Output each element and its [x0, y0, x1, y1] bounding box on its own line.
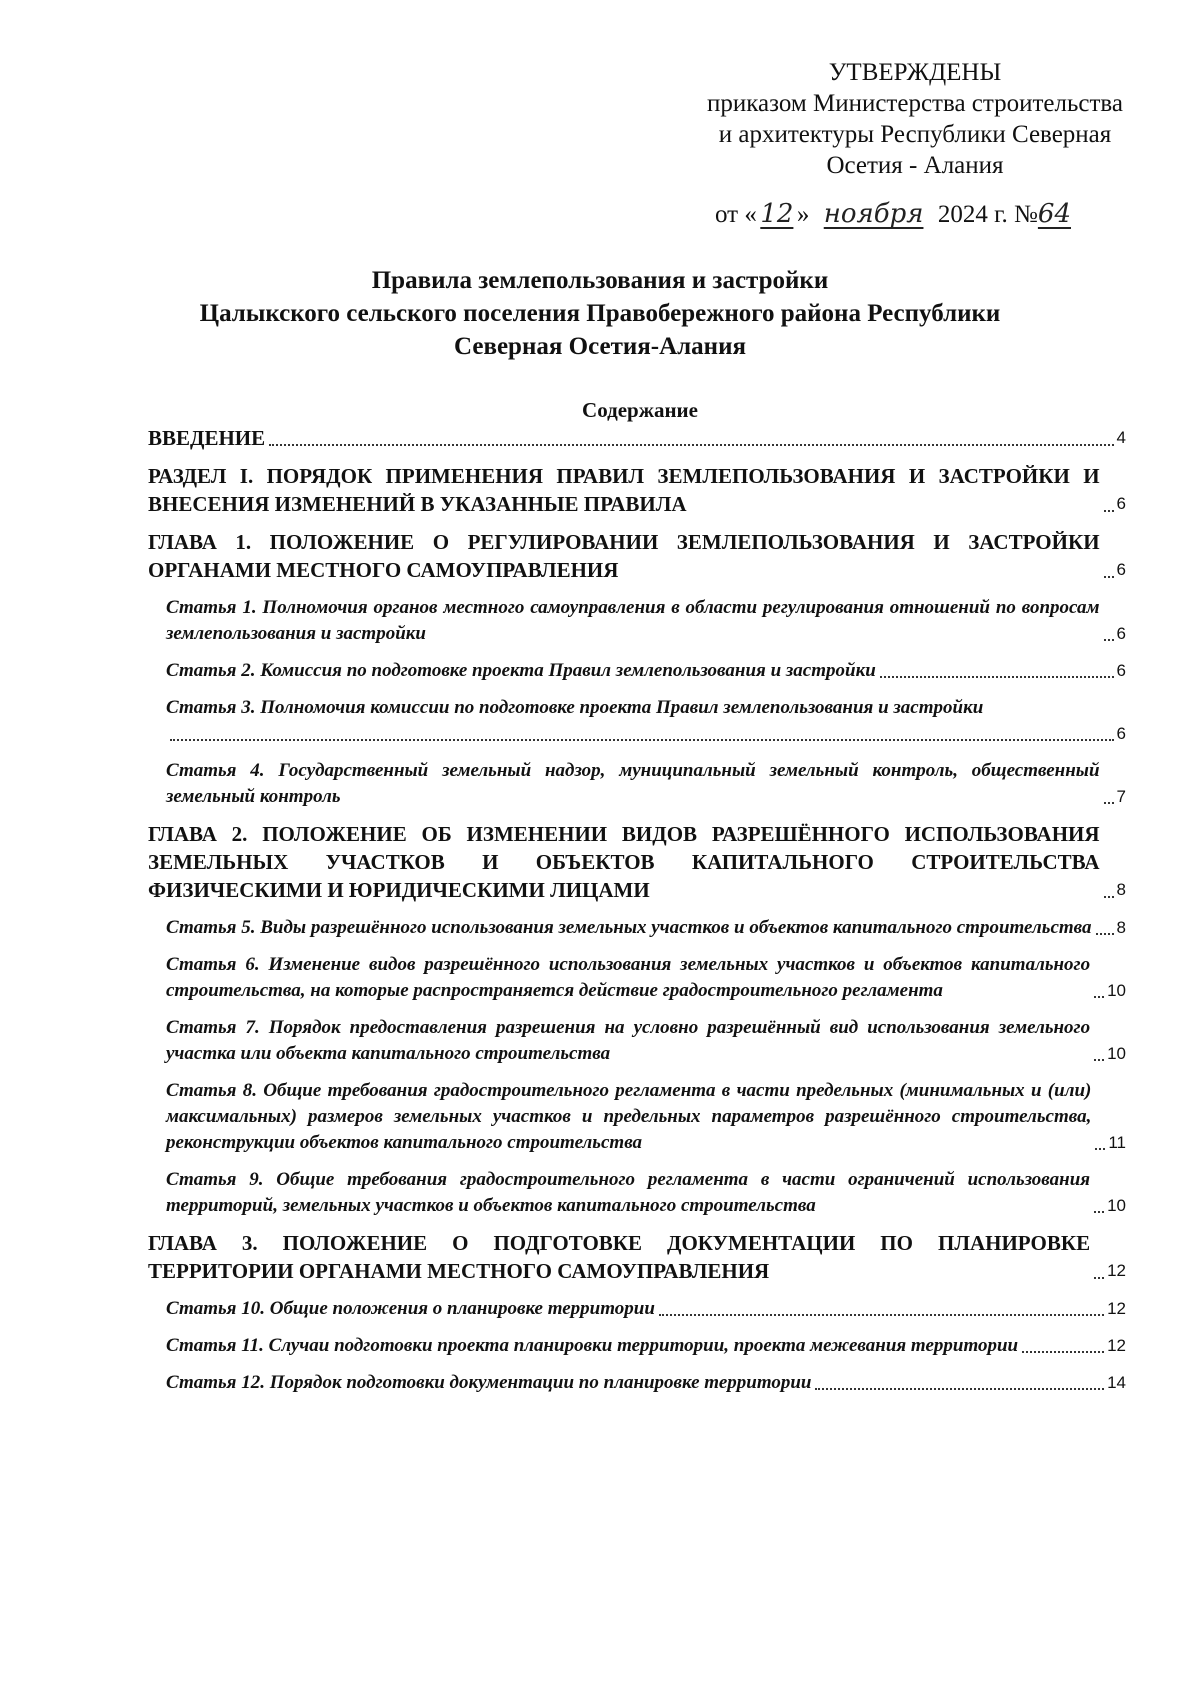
toc-entry-chapter[interactable]	[148, 820, 1126, 904]
order-year-text: 2024 г. №	[937, 201, 1038, 228]
toc-leader-dots	[880, 676, 1114, 678]
approval-line: и архитектуры Республики Северная	[718, 121, 1112, 148]
toc-leader-dots	[815, 1388, 1104, 1390]
toc-entry-text: ВВЕДЕНИЕ	[148, 426, 266, 450]
toc-page-number: 11	[1108, 1133, 1126, 1152]
toc-entry-article[interactable]	[166, 1015, 1126, 1067]
toc-entry-article[interactable]	[166, 1370, 1126, 1396]
toc-page-number: 8	[1116, 918, 1126, 937]
toc-entry-text: ГЛАВА 2. ПОЛОЖЕНИЕ ОБ ИЗМЕНЕНИИ ВИДОВ РАЗРЕШЁННОГО ИСПОЛЬЗОВАНИЯ ЗЕМЕЛЬНЫХ УЧАСТКОВ И ОБЪЕКТОВ КАПИТАЛЬНОГО СТРОИТЕЛЬСТВА ФИЗИЧЕСКИМИ И ЮРИДИЧЕСКИМИ ЛИЦАМИ	[148, 822, 1100, 902]
toc-page-number: 6	[1116, 724, 1126, 743]
toc-entry-text: Статья 11. Случаи подготовки проекта планировки территории, проекта межевания территории	[166, 1335, 1019, 1356]
order-mid: »	[796, 201, 810, 228]
toc-page-number: 4	[1116, 428, 1126, 447]
toc-page-number: 14	[1107, 1373, 1126, 1392]
toc-entry-text: Статья 4. Государственный земельный надзор, муниципальный земельный контроль, общественный земельный контроль	[166, 760, 1100, 807]
toc-leader-dots	[659, 1314, 1104, 1316]
toc-entry-text: Статья 10. Общие положения о планировке территории	[166, 1298, 655, 1319]
toc-leader-dots	[1095, 1148, 1105, 1150]
toc-leader-dots	[1104, 802, 1114, 804]
toc-leader-dots	[1022, 1351, 1104, 1353]
toc-page-number: 12	[1107, 1261, 1126, 1280]
order-month-handwritten: ноября	[823, 199, 924, 229]
toc-page-number: 8	[1116, 880, 1126, 899]
toc-leader-dots	[1094, 1059, 1104, 1061]
toc-entry-text: Статья 6. Изменение видов разрешённого использования земельных участков и объектов капитального строительства, на которые распространяется действие градостроительного регламента	[166, 954, 1091, 1001]
toc-entry-article[interactable]	[166, 1078, 1126, 1156]
toc-leader-dots	[1104, 639, 1114, 641]
toc-entry-intro[interactable]	[148, 424, 1126, 452]
toc-leader-dots	[1104, 896, 1114, 898]
table-of-contents	[148, 424, 1126, 1396]
toc-heading: Содержание	[582, 398, 698, 422]
toc-leader-dots	[1096, 933, 1114, 935]
approval-heading: УТВЕРЖДЕНЫ	[828, 59, 1002, 86]
toc-entry-article[interactable]	[166, 915, 1126, 941]
toc-entry-article[interactable]	[166, 952, 1126, 1004]
toc-entry-article[interactable]	[166, 658, 1126, 684]
toc-entry-text: Статья 5. Виды разрешённого использования земельных участков и объектов капитального строительства	[166, 917, 1092, 938]
toc-page-number: 10	[1107, 1044, 1126, 1063]
toc-leader-dots	[1104, 576, 1114, 578]
order-day-handwritten: 12	[760, 199, 794, 229]
toc-entry-text: ГЛАВА 3. ПОЛОЖЕНИЕ О ПОДГОТОВКЕ ДОКУМЕНТАЦИИ ПО ПЛАНИРОВКЕ ТЕРРИТОРИИ ОРГАНАМИ МЕСТНОГО САМОУПРАВЛЕНИЯ	[148, 1231, 1091, 1283]
approval-line: приказом Министерства строительства	[707, 90, 1123, 117]
toc-leader-dots	[1104, 510, 1114, 512]
toc-entry-article[interactable]	[166, 595, 1126, 647]
toc-page-number: 6	[1116, 624, 1126, 643]
document-title	[140, 264, 1060, 363]
toc-page-number: 12	[1107, 1299, 1126, 1318]
toc-entry-text: Статья 12. Порядок подготовки документации по планировке территории	[166, 1372, 812, 1393]
title-line: Правила землепользования и застройки	[371, 267, 829, 294]
toc-entry-text: ГЛАВА 1. ПОЛОЖЕНИЕ О РЕГУЛИРОВАНИИ ЗЕМЛЕПОЛЬЗОВАНИЯ И ЗАСТРОЙКИ ОРГАНАМИ МЕСТНОГО САМОУПРАВЛЕНИЯ	[148, 530, 1100, 582]
toc-page-number: 6	[1116, 560, 1126, 579]
toc-entry-article[interactable]	[166, 695, 1126, 747]
toc-entry-article[interactable]	[166, 1167, 1126, 1219]
toc-page-number: 6	[1116, 661, 1126, 680]
approval-line: Осетия - Алания	[826, 152, 1004, 179]
toc-leader-dots	[1094, 1277, 1104, 1279]
toc-leader-dots	[1094, 996, 1104, 998]
toc-entry-article[interactable]	[166, 1333, 1126, 1359]
order-reference	[715, 197, 1125, 232]
title-line: Цалыкского сельского поселения Правобережного района Республики	[199, 300, 1001, 327]
toc-entry-text: Статья 1. Полномочия органов местного самоуправления в области регулирования отношений по вопросам землепользования и застройки	[166, 597, 1100, 644]
toc-page-number: 6	[1116, 494, 1126, 513]
title-line: Северная Осетия-Алания	[453, 333, 747, 360]
approval-stamp	[700, 57, 1130, 181]
toc-entry-chapter[interactable]	[148, 1229, 1126, 1285]
toc-entry-text: Статья 3. Полномочия комиссии по подготовке проекта Правил землепользования и застройки	[166, 697, 984, 718]
toc-entry-article[interactable]	[166, 1296, 1126, 1322]
toc-entry-text: РАЗДЕЛ I. ПОРЯДОК ПРИМЕНЕНИЯ ПРАВИЛ ЗЕМЛЕПОЛЬЗОВАНИЯ И ЗАСТРОЙКИ И ВНЕСЕНИЯ ИЗМЕНЕНИЙ В УКАЗАННЫЕ ПРАВИЛА	[148, 464, 1100, 516]
toc-page-number: 7	[1116, 787, 1126, 806]
toc-entry-article[interactable]	[166, 758, 1126, 810]
toc-entry-text: Статья 2. Комиссия по подготовке проекта Правил землепользования и застройки	[166, 660, 876, 681]
toc-entry-text: Статья 7. Порядок предоставления разрешения на условно разрешённый вид использования земельного участка или объекта капитального строительства	[166, 1017, 1091, 1064]
order-number-handwritten: 64	[1037, 199, 1071, 229]
toc-leader-dots	[1094, 1211, 1104, 1213]
toc-entry-text: Статья 9. Общие требования градостроительного регламента в части ограничений использования территорий, земельных участков и объектов капитального строительства	[166, 1169, 1091, 1216]
toc-leader-dots	[269, 444, 1113, 446]
toc-page-number: 12	[1107, 1336, 1126, 1355]
toc-entry-chapter[interactable]	[148, 528, 1126, 584]
toc-entry-text: Статья 8. Общие требования градостроительного регламента в части предельных (минимальных и (или) максимальных) размеров земельных участков и предельных параметров разрешённого строительства, реконструкции объектов капитального строительства	[166, 1080, 1092, 1153]
toc-leader-dots	[170, 739, 1114, 741]
order-prefix: от «	[715, 201, 757, 228]
toc-entry-section[interactable]	[148, 462, 1126, 518]
toc-page-number: 10	[1107, 981, 1126, 1000]
toc-page-number: 10	[1107, 1196, 1126, 1215]
